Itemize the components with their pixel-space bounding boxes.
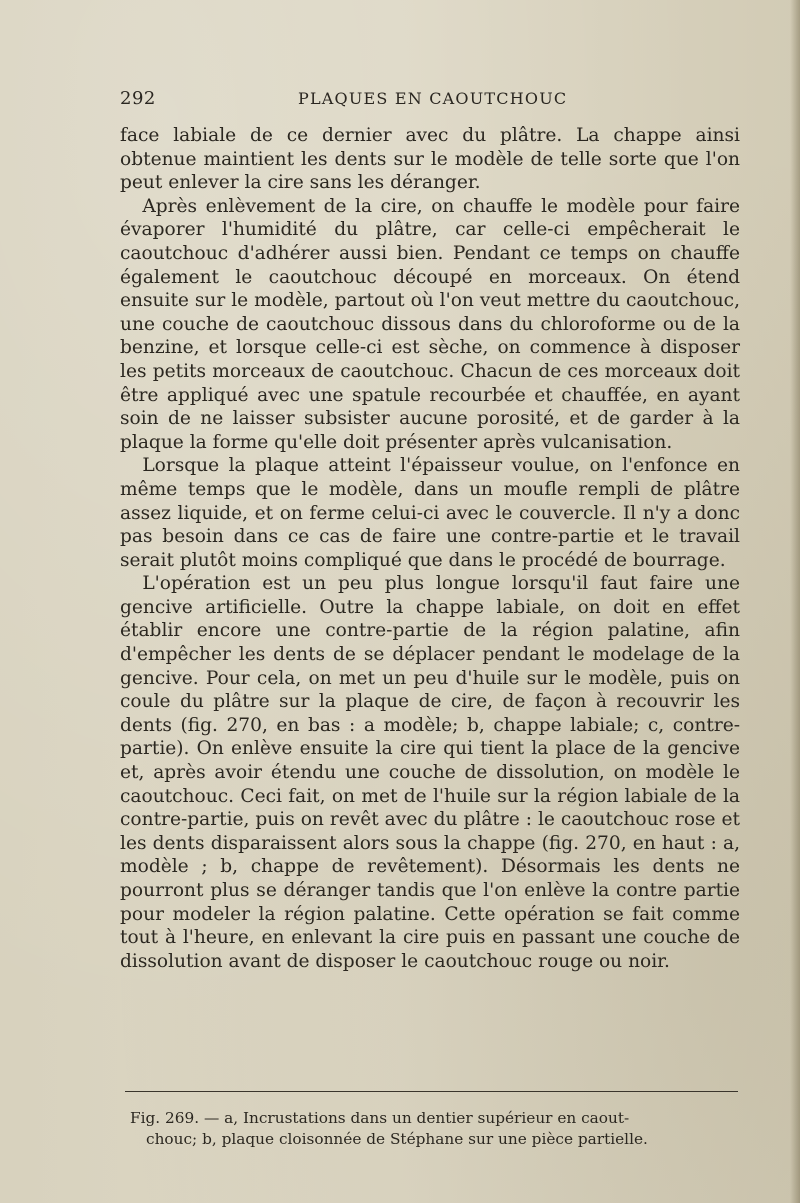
page-number: 292 xyxy=(120,88,156,109)
footnote-divider xyxy=(125,1091,738,1092)
paragraph-4: L'opération est un peu plus longue lorsqu'il faut faire une gencive artificielle. Outre la chappe labiale, on doit en effet établir encore une contre-partie de la région palatine, afin d'empêcher les dents de se déplacer pendant le modelage de la gencive. Pour cela, on met un peu d'huile sur le modèle, puis on coule du plâtre sur la plaque de cire, de façon à recouvrir les dents (fig. 270, en bas : a modèle; b, chappe labiale; c, contre-partie). On enlève ensuite la cire qui tient la place de la gencive et, après avoir étendu une couche de dissolution, on modèle le caoutchouc. Ceci fait, on met de l'huile sur la région labiale de la contre-partie, puis on revêt avec du plâtre : le caoutchouc rose et les dents disparaissent alors sous la chappe (fig. 270, en haut : a, modèle ; b, chappe de revêtement). Désormais les dents ne pourront plus se déranger tandis que l'on enlève la contre partie pour modeler la région palatine. Cette opération se fait comme tout à l'heure, en enlevant la cire puis en passant une couche de dissolution avant de disposer le caoutchouc rouge ou noir. xyxy=(120,573,740,972)
paragraph-3: Lorsque la plaque atteint l'épaisseur voulue, on l'enfonce en même temps que le modèle, dans un moufle rempli de plâtre assez liquide, et on ferme celui-ci avec le couvercle. Il n'y a donc pas besoin dans ce cas de faire une contre-partie et le travail serait plutôt moins compliqué que dans le procédé de bourrage. xyxy=(120,455,740,571)
caption-line-2: chouc; b, plaque cloisonnée de Stéphane sur une pièce partielle. xyxy=(146,1130,648,1148)
running-title: PLAQUES EN CAOUTCHOUC xyxy=(298,89,568,108)
figure-caption xyxy=(130,1108,735,1150)
caption-line-1: Fig. 269. — a, Incrustations dans un dentier supérieur en caout- xyxy=(130,1109,630,1127)
paragraph-2: Après enlèvement de la cire, on chauffe le modèle pour faire évaporer l'humidité du plâtre, car celle-ci empêcherait le caoutchouc d'adhérer aussi bien. Pendant ce temps on chauffe également le caoutchouc découpé en morceaux. On étend ensuite sur le modèle, partout où l'on veut mettre du caoutchouc, une couche de caoutchouc dissous dans du chloroforme ou de la benzine, et lorsque celle-ci est sèche, on commence à disposer les petits morceaux de caoutchouc. Chacun de ces morceaux doit être appliqué avec une spatule recourbée et chauffée, en ayant soin de ne laisser subsister aucune porosité, et de garder à la plaque la forme qu'elle doit présenter après vulcanisation. xyxy=(120,195,740,453)
paragraph-1: face labiale de ce dernier avec du plâtre. La chappe ainsi obtenue maintient les dents sur le modèle de telle sorte que l'on peut enlever la cire sans les déranger. xyxy=(120,125,740,194)
page-header xyxy=(120,88,740,114)
body-text xyxy=(120,124,740,973)
page-edge-shadow xyxy=(790,0,800,1203)
